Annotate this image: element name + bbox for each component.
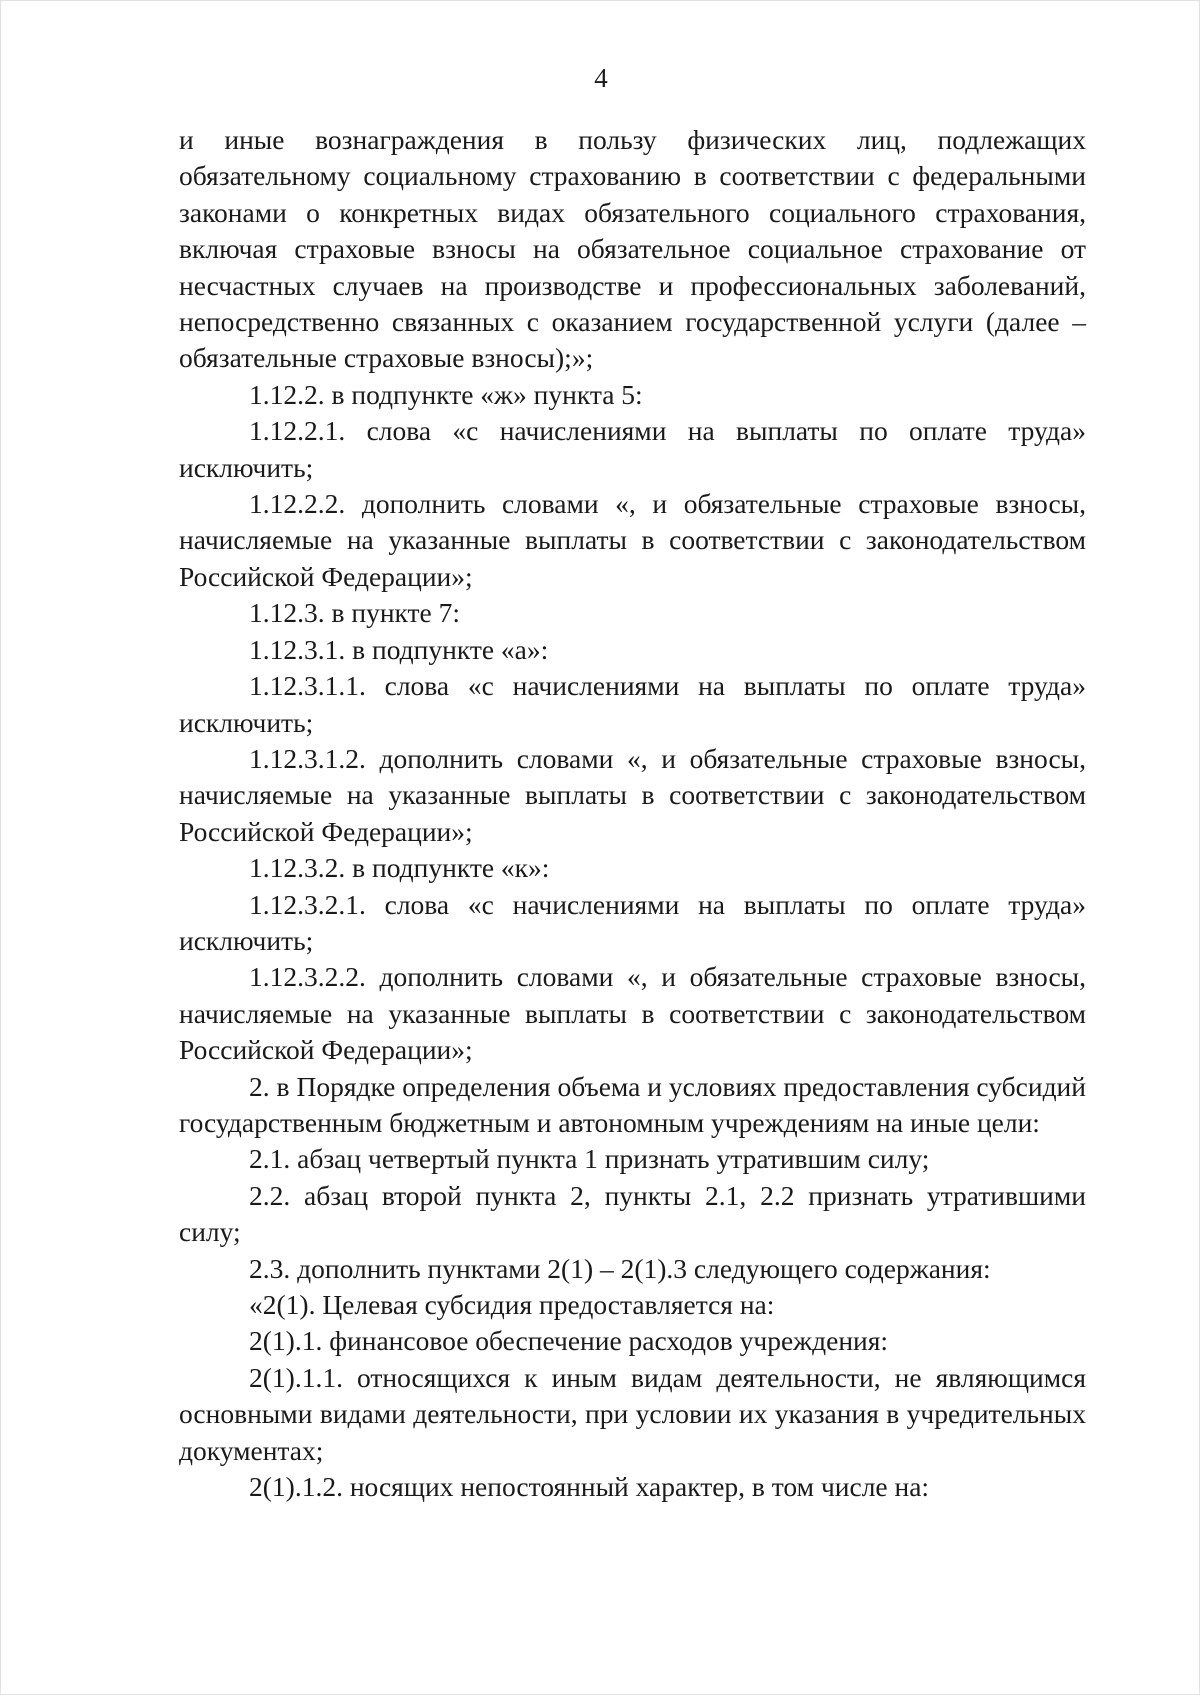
paragraph: и иные вознаграждения в пользу физических лиц, подлежащих обязательному социальному страхованию в соответствии с федеральными законами о конкретных видах обязательного социального страхования, включая страховые взносы на обязательное социальное страхование от несчастных случаев на производстве и профессиональных заболеваний, непосредственно связанных с оказанием государственной услуги (далее – обязательные страховые взносы);»; (179, 124, 1086, 374)
page-number: 4 (594, 63, 608, 93)
paragraph: 2.1. абзац четвертый пункта 1 признать утратившим силу; (249, 1143, 930, 1175)
paragraph: 1.12.3.2.1. слова «с начислениями на выплаты по оплате труда» исключить; (179, 888, 1086, 956)
paragraph: 2(1).1. финансовое обеспечение расходов учреждения: (249, 1325, 889, 1357)
paragraph: 1.12.3.1. в подпункте «а»: (249, 633, 549, 665)
paragraph: 1.12.2.2. дополнить словами «, и обязательные страховые взносы, начисляемые на указанные выплаты в соответствии с законодательством Российской Федерации»; (179, 488, 1086, 592)
document-body (179, 122, 1086, 1505)
paragraph: 1.12.3. в пункте 7: (249, 597, 461, 629)
paragraph: 1.12.3.2.2. дополнить словами «, и обязательные страховые взносы, начисляемые на указанные выплаты в соответствии с законодательством Российской Федерации»; (179, 961, 1086, 1066)
paragraph: 2(1).1.1. относящихся к иным видам деятельности, не являющимся основными видами деятельности, при условии их указания в учредительных документах; (179, 1361, 1086, 1466)
paragraph: 1.12.3.1.2. дополнить словами «, и обязательные страховые взносы, начисляемые на указанные выплаты в соответствии с законодательством Российской Федерации»; (179, 742, 1086, 847)
paragraph: 1.12.2.1. слова «с начислениями на выплаты по оплате труда» исключить; (179, 415, 1086, 483)
paragraph: 1.12.2. в подпункте «ж» пункта 5: (249, 378, 643, 410)
paragraph: 1.12.3.1.1. слова «с начислениями на выплаты по оплате труда» исключить; (179, 670, 1086, 738)
paragraph: 1.12.3.2. в подпункте «к»: (249, 852, 550, 884)
paragraph: «2(1). Целевая субсидия предоставляется на: (249, 1289, 775, 1320)
paragraph: 2(1).1.2. носящих непостоянный характер, в том числе на: (249, 1471, 930, 1503)
paragraph: 2. в Порядке определения объема и условиях предоставления субсидий государственным бюджетным и автономным учреждениям на иные цели: (179, 1070, 1086, 1138)
paragraph: 2.2. абзац второй пункта 2, пункты 2.1, 2.2 признать утратившими силу; (179, 1179, 1086, 1248)
paragraph: 2.3. дополнить пунктами 2(1) – 2(1).3 следующего содержания: (249, 1252, 991, 1284)
